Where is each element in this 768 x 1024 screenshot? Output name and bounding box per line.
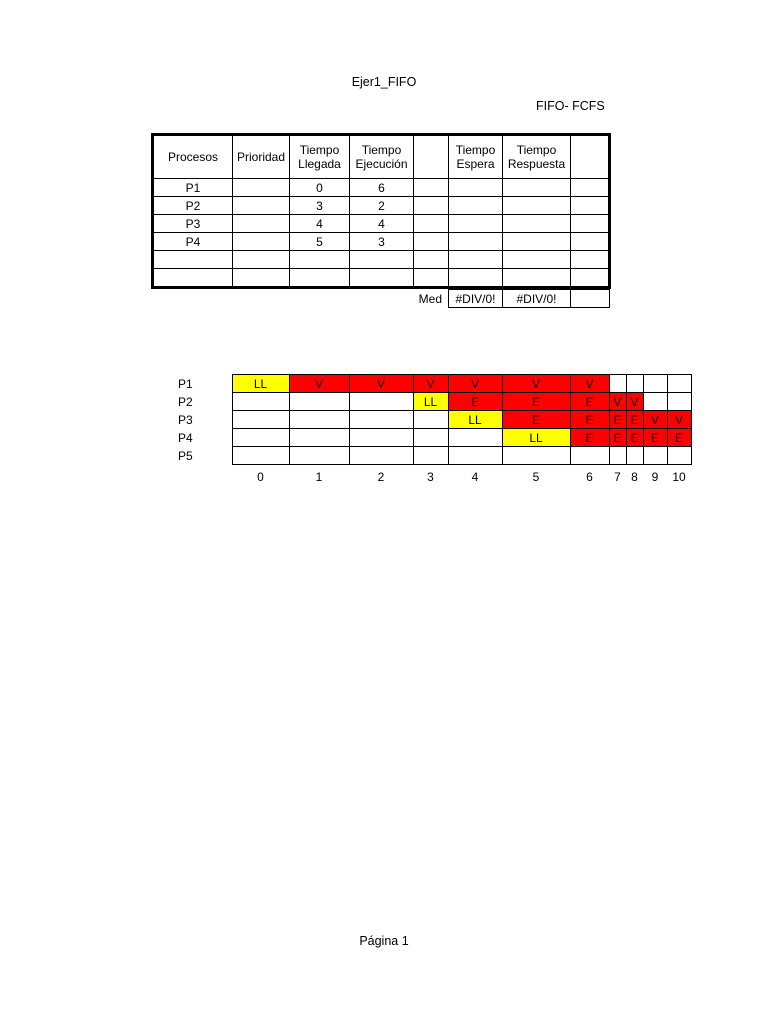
gantt-row [178, 375, 691, 393]
gantt-cell[interactable] [667, 447, 691, 465]
time-tick-label: 4 [471, 470, 479, 484]
table-cell[interactable] [449, 251, 503, 269]
time-tick-label: 5 [532, 470, 540, 484]
gantt-cell[interactable]: V [289, 375, 349, 393]
gantt-row [178, 411, 691, 429]
gantt-cell[interactable] [413, 411, 448, 429]
gantt-cell[interactable] [667, 375, 691, 393]
time-tick-label: 7 [614, 470, 621, 484]
gantt-cell[interactable] [667, 393, 691, 411]
table-cell[interactable] [233, 179, 290, 197]
gantt-cell[interactable] [626, 447, 643, 465]
table-cell[interactable] [503, 233, 571, 251]
table-cell[interactable]: 5 [290, 233, 350, 251]
column-header [414, 135, 449, 179]
gantt-cell[interactable]: V [667, 411, 691, 429]
table-cell[interactable]: 3 [350, 233, 414, 251]
gantt-cell[interactable]: V [609, 393, 626, 411]
table-cell[interactable]: P3 [153, 215, 233, 233]
gantt-cell[interactable] [609, 375, 626, 393]
gantt-cell[interactable] [349, 411, 413, 429]
table-cell[interactable]: P4 [153, 233, 233, 251]
table-cell[interactable] [153, 269, 233, 288]
table-cell[interactable] [233, 251, 290, 269]
table-cell[interactable] [414, 215, 449, 233]
table-row [153, 233, 610, 251]
time-tick-label: 0 [257, 470, 264, 484]
summary-extra [571, 290, 610, 308]
table-cell[interactable] [503, 269, 571, 288]
table-cell[interactable] [503, 251, 571, 269]
column-header: Prioridad [233, 135, 290, 179]
gantt-cell[interactable] [570, 447, 609, 465]
gantt-cell[interactable]: LL [502, 429, 570, 447]
table-row [153, 251, 610, 269]
table-row [153, 179, 610, 197]
gantt-cell[interactable] [232, 447, 289, 465]
gantt-cell[interactable] [232, 429, 289, 447]
gantt-row [178, 393, 691, 411]
table-cell[interactable]: 0 [290, 179, 350, 197]
column-header: Tiempo Espera [449, 135, 503, 179]
gantt-cell[interactable]: E [626, 411, 643, 429]
gantt-cell[interactable] [289, 393, 349, 411]
gantt-cell[interactable] [643, 393, 667, 411]
table-cell[interactable] [449, 233, 503, 251]
time-tick-label: 6 [586, 470, 593, 484]
time-tick-label: 8 [631, 470, 638, 484]
table-row [153, 215, 610, 233]
gantt-cell[interactable]: V [349, 375, 413, 393]
gantt-cell[interactable]: V [570, 375, 609, 393]
table-cell[interactable] [233, 215, 290, 233]
time-tick-label: 10 [672, 470, 686, 484]
summary-row [407, 289, 610, 308]
summary-respuesta: #DIV/0! [503, 290, 571, 308]
gantt-cell[interactable]: V [448, 375, 502, 393]
time-tick-label: 2 [377, 470, 385, 484]
table-row [153, 269, 610, 288]
gantt-cell[interactable] [413, 447, 448, 465]
column-header: Tiempo Llegada [290, 135, 350, 179]
gantt-cell[interactable] [232, 411, 289, 429]
table-cell[interactable] [414, 197, 449, 215]
table-row [153, 197, 610, 215]
sheet-title: Ejer1_FIFO [351, 75, 417, 89]
table-cell[interactable] [414, 251, 449, 269]
process-table [151, 133, 611, 289]
gantt-process-label: P3 [178, 412, 193, 427]
table-cell[interactable] [503, 215, 571, 233]
gantt-cell[interactable]: V [413, 375, 448, 393]
algorithm-subtitle: FIFO- FCFS [536, 99, 605, 113]
column-header: Procesos [153, 135, 233, 179]
table-cell[interactable]: P1 [153, 179, 233, 197]
table-cell[interactable]: P2 [153, 197, 233, 215]
table-cell[interactable] [414, 179, 449, 197]
axis-spacer [178, 465, 232, 488]
column-header [571, 135, 610, 179]
table-cell[interactable] [503, 197, 571, 215]
summary-espera: #DIV/0! [449, 290, 503, 308]
table-cell[interactable] [449, 197, 503, 215]
gantt-process-label: P5 [178, 448, 193, 463]
table-cell[interactable]: 6 [350, 179, 414, 197]
table-cell[interactable] [233, 233, 290, 251]
gantt-process-label: P4 [178, 430, 193, 445]
gantt-cell[interactable]: LL [232, 375, 289, 393]
gantt-process-label: P2 [178, 394, 193, 409]
table-cell[interactable] [571, 269, 610, 288]
gantt-cell[interactable]: LL [413, 393, 448, 411]
table-cell[interactable] [503, 179, 571, 197]
gantt-cell[interactable]: E [609, 429, 626, 447]
gantt-cell[interactable] [413, 429, 448, 447]
gantt-cell[interactable] [502, 447, 570, 465]
table-cell[interactable] [449, 269, 503, 288]
table-cell[interactable]: 4 [290, 215, 350, 233]
gantt-cell[interactable]: E [570, 393, 609, 411]
time-tick-label: 9 [651, 470, 659, 484]
gantt-time-axis [178, 465, 691, 488]
gantt-chart [178, 374, 692, 487]
gantt-process-label: P1 [178, 376, 193, 391]
gantt-cell[interactable] [349, 447, 413, 465]
gantt-cell[interactable] [643, 375, 667, 393]
gantt-cell[interactable]: V [643, 411, 667, 429]
gantt-cell[interactable] [289, 429, 349, 447]
gantt-cell[interactable]: E [448, 393, 502, 411]
time-tick-label: 1 [315, 470, 323, 484]
gantt-cell[interactable] [626, 375, 643, 393]
gantt-cell[interactable] [448, 447, 502, 465]
gantt-cell[interactable]: E [570, 411, 609, 429]
column-header: Tiempo Ejecución [350, 135, 414, 179]
table-cell[interactable] [233, 269, 290, 288]
gantt-cell[interactable]: E [609, 411, 626, 429]
gantt-cell[interactable]: E [502, 411, 570, 429]
table-cell[interactable]: 2 [350, 197, 414, 215]
table-cell[interactable]: 3 [290, 197, 350, 215]
gantt-cell[interactable] [349, 393, 413, 411]
gantt-row [178, 447, 691, 465]
table-cell[interactable] [571, 197, 610, 215]
table-cell[interactable] [414, 233, 449, 251]
gantt-row [178, 429, 691, 447]
time-tick-label: 3 [427, 470, 434, 484]
column-header: Tiempo Respuesta [503, 135, 571, 179]
page-footer: Página 1 [359, 934, 409, 948]
gantt-cell[interactable]: V [502, 375, 570, 393]
gantt-cell[interactable] [448, 429, 502, 447]
table-cell[interactable] [290, 251, 350, 269]
table-cell[interactable] [449, 179, 503, 197]
table-cell[interactable] [153, 251, 233, 269]
gantt-cell[interactable] [609, 447, 626, 465]
gantt-cell[interactable]: E [626, 429, 643, 447]
table-header-row [153, 135, 610, 179]
table-cell[interactable] [571, 251, 610, 269]
table-cell[interactable] [350, 269, 414, 288]
table-cell[interactable] [571, 215, 610, 233]
gantt-cell[interactable] [232, 393, 289, 411]
table-cell[interactable] [414, 269, 449, 288]
table-cell[interactable] [350, 251, 414, 269]
gantt-cell[interactable]: E [643, 429, 667, 447]
gantt-cell[interactable]: E [667, 429, 691, 447]
gantt-cell[interactable] [349, 429, 413, 447]
table-cell[interactable] [290, 269, 350, 288]
gantt-cell[interactable] [289, 411, 349, 429]
table-cell[interactable] [233, 197, 290, 215]
table-cell[interactable]: 4 [350, 215, 414, 233]
gantt-cell[interactable]: LL [448, 411, 502, 429]
table-cell[interactable] [571, 233, 610, 251]
gantt-cell[interactable]: E [502, 393, 570, 411]
summary-label: Med [418, 291, 442, 306]
gantt-cell[interactable] [289, 447, 349, 465]
gantt-cell[interactable]: E [570, 429, 609, 447]
table-cell[interactable] [571, 179, 610, 197]
table-cell[interactable] [449, 215, 503, 233]
gantt-cell[interactable]: V [626, 393, 643, 411]
gantt-cell[interactable] [643, 447, 667, 465]
